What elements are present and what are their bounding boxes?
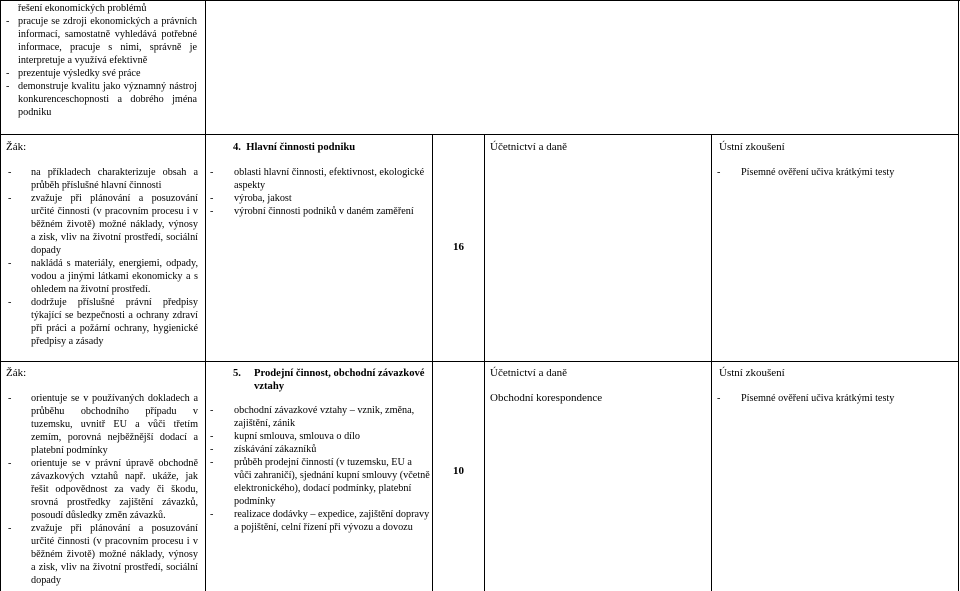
list-item: - výroba, jakost	[210, 193, 292, 204]
list-item-text: průběh prodejní činností (v tuzemsku, EU a vůči zahraničí), sjednání kupní smlouvy (včetně elektronického), dodací podmínky, platební podmínky	[234, 457, 430, 507]
table-border-right	[958, 0, 959, 591]
list-item-text: orientuje se v právní úpravě obchodně závazkových vztahů např. ukáže, jak řešit odpovědnost za vady či škodu, srovná prostředky zajištění závazků, posoudí důsledky změn závazků.	[31, 458, 198, 521]
list-item-text: realizace dodávky – expedice, zajištění dopravy a pojištění, celní řízení při vývozu a dovozu	[234, 509, 430, 533]
list-item-text: demonstruje kvalitu jako významný nástroj konkurenceschopnosti a dobrého jména podniku	[18, 81, 197, 118]
col-divider-1-top	[205, 0, 206, 134]
list-item: - demonstruje kvalitu jako významný nástroj konkurenceschopnosti a dobrého jména podniku	[6, 81, 197, 118]
section4-outcomes	[8, 166, 198, 348]
section5-exam-header: Ústní zkoušení	[719, 367, 785, 379]
list-item: - průběh prodejní činností (v tuzemsku, EU a vůči zahraničí), sjednání kupní smlouvy (včetně elektronického), dodací podmínky, platební podmínky	[210, 457, 430, 507]
col-divider-4	[711, 134, 712, 591]
list-item-text: pracuje se zdroji ekonomických a právních informací, samostatně vyhledává potřebné informace, pracuje s nimi, správně je interpretuje a využívá efektivně	[18, 16, 197, 66]
list-item-text: zvažuje při plánování a posuzování určité činnosti (v pracovním procesu i v běžném životě) možné náklady, výnosy a zisk, vliv na životní prostředí, sociální dopady	[31, 193, 198, 256]
list-item-text: řešení ekonomických problémů	[18, 3, 147, 14]
list-item: - zvažuje při plánování a posuzování určité činnosti (v pracovním procesu i v běžném životě) možné náklady, výnosy a zisk, vliv na životní prostředí, sociální dopady	[8, 523, 198, 586]
table-border-left	[0, 0, 1, 591]
list-item: - Písemné ověření učiva krátkými testy	[717, 167, 895, 178]
list-item: - získávání zákazníků	[210, 444, 317, 455]
list-item: - na příkladech charakterizuje obsah a průběh příslušné hlavní činnosti	[8, 167, 198, 191]
section5-title: Prodejní činnost, obchodní závazkové vztahy	[254, 368, 425, 392]
list-item-text: oblasti hlavní činnosti, efektivnost, ekologické aspekty	[234, 167, 425, 191]
section4-title: Hlavní činnosti podniku	[246, 142, 356, 153]
list-item	[18, 2, 197, 15]
list-item-text: získávání zákazníků	[234, 444, 317, 455]
list-item: - oblasti hlavní činnosti, efektivnost, ekologické aspekty	[210, 167, 425, 191]
col-divider-2	[432, 134, 433, 591]
section4-subject-header: Účetnictví a daně	[490, 141, 567, 153]
section5-hours: 10	[453, 465, 464, 477]
list-item-text: kupní smlouva, smlouva o dílo	[234, 431, 360, 442]
section4-hours: 16	[453, 241, 464, 253]
list-item: - výrobní činnosti podniků v daném zaměření	[210, 206, 414, 217]
section4-exam-header: Ústní zkoušení	[719, 141, 785, 153]
section4-heading	[233, 141, 355, 154]
section5-number: 5.	[233, 368, 241, 379]
col-divider-3	[484, 134, 485, 591]
list-item: - kupní smlouva, smlouva o dílo	[210, 431, 360, 442]
list-item: - pracuje se zdroji ekonomických a právních informací, samostatně vyhledává potřebné informace, pracuje s nimi, správně je interpretuje a využívá efektivně	[6, 16, 197, 66]
list-item-text: výrobní činnosti podniků v daném zaměření	[234, 206, 414, 217]
list-item: - nakládá s materiály, energiemi, odpady, vodou a jinými látkami ekonomicky a s ohledem na životní prostředí.	[8, 258, 198, 295]
section4-number: 4.	[233, 142, 241, 153]
list-item: - dodržuje příslušné právní předpisy týkající se bezpečnosti a ochrany zdraví při práci a požární ochrany, hygienické předpisy a zásady	[8, 297, 198, 347]
list-item-text: nakládá s materiály, energiemi, odpady, vodou a jinými látkami ekonomicky a s ohledem na životní prostředí.	[31, 258, 198, 295]
list-item: - prezentuje výsledky své práce	[6, 68, 141, 79]
list-item-text: na příkladech charakterizuje obsah a průběh příslušné hlavní činnosti	[31, 167, 198, 191]
section5-exam	[717, 392, 956, 405]
table-border-top	[0, 0, 960, 1]
col-divider-1	[205, 134, 206, 591]
list-item: - Písemné ověření učiva krátkými testy	[717, 393, 895, 404]
list-item-text: Písemné ověření učiva krátkými testy	[741, 167, 895, 178]
list-item-text: Písemné ověření učiva krátkými testy	[741, 393, 895, 404]
section5-topics	[210, 404, 430, 534]
top-outcomes-cell	[6, 2, 197, 119]
list-item-text: obchodní závazkové vztahy – vznik, změna, zajištění, zánik	[234, 405, 415, 429]
section4-exam	[717, 166, 956, 179]
list-item: - orientuje se v právní úpravě obchodně závazkových vztahů např. ukáže, jak řešit odpovědnost za vady či škodu, srovná prostředky zajištění závazků, posoudí důsledky změn závazků.	[8, 458, 198, 521]
list-item-text: prezentuje výsledky své práce	[18, 68, 141, 79]
row-divider-2	[0, 361, 959, 362]
section5-subject-item: Obchodní korespondence	[490, 392, 603, 404]
section5-subject-header: Účetnictví a daně	[490, 367, 567, 379]
list-item: - obchodní závazkové vztahy – vznik, změna, zajištění, zánik	[210, 405, 415, 429]
list-item-text: zvažuje při plánování a posuzování určité činnosti (v pracovním procesu i v běžném životě) možné náklady, výnosy a zisk, vliv na životní prostředí, sociální dopady	[31, 523, 198, 586]
list-item: - realizace dodávky – expedice, zajištění dopravy a pojištění, celní řízení při vývozu a dovozu	[210, 509, 430, 533]
list-item: - orientuje se v používaných dokladech a průběhu obchodního případu v tuzemsku, uvnitř EU a vůči třetím zemím, porovná nejběžnější dodací a platební podmínky	[8, 393, 198, 456]
list-item-text: výroba, jakost	[234, 193, 292, 204]
section5-outcomes	[8, 392, 198, 587]
list-item-text: dodržuje příslušné právní předpisy týkající se bezpečnosti a ochrany zdraví při práci a požární ochrany, hygienické předpisy a zásady	[31, 297, 198, 347]
section4-topics	[210, 166, 430, 218]
section4-zak-label: Žák:	[6, 141, 27, 153]
list-item: - zvažuje při plánování a posuzování určité činnosti (v pracovním procesu i v běžném životě) možné náklady, výnosy a zisk, vliv na životní prostředí, sociální dopady	[8, 193, 198, 256]
list-item-text: orientuje se v používaných dokladech a průběhu obchodního případu v tuzemsku, uvnitř EU a vůči třetím zemím, porovná nejběžnější dodací a platební podmínky	[31, 393, 198, 456]
section5-heading	[233, 367, 431, 393]
section5-zak-label: Žák:	[6, 367, 27, 379]
row-divider-1	[0, 134, 959, 135]
